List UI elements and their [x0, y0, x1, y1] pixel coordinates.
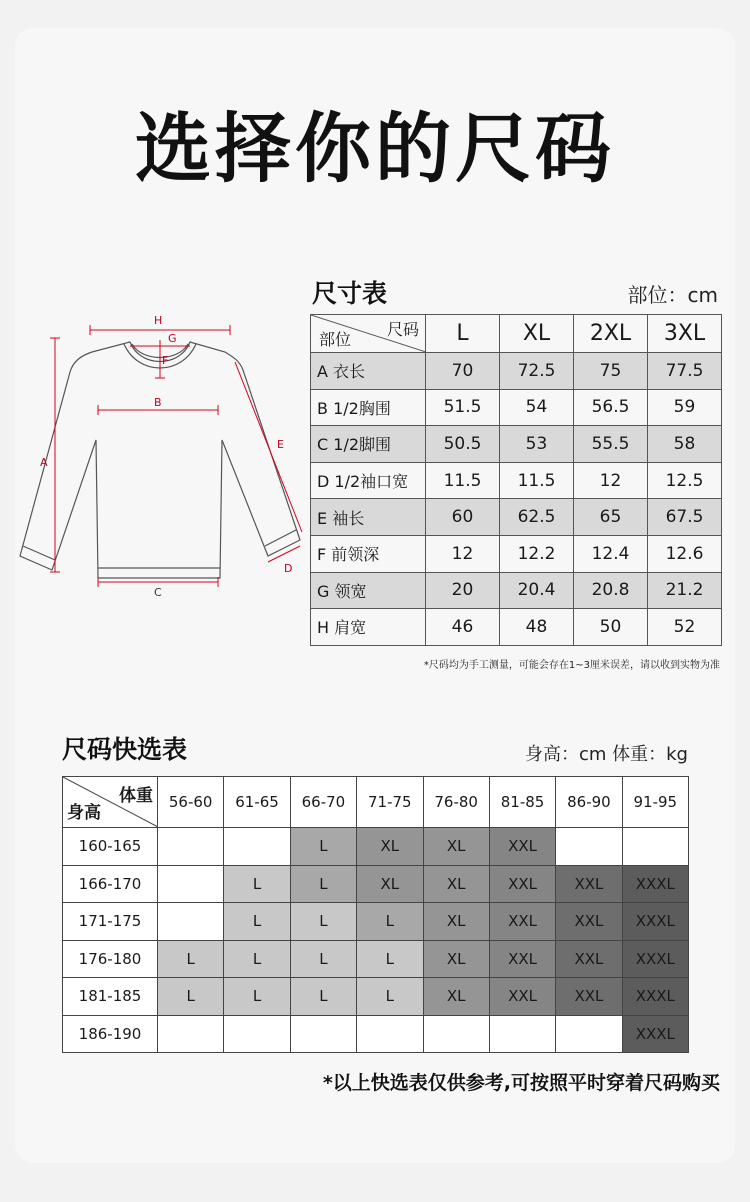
row-label: C 1/2脚围 — [311, 426, 426, 463]
size-recommendation-cell — [224, 1015, 290, 1053]
row-label: H 肩宽 — [311, 609, 426, 646]
size-recommendation-cell — [357, 1015, 423, 1053]
table-cell: 59 — [648, 389, 722, 426]
size-recommendation-cell: L — [224, 903, 290, 941]
measurement-note: *尺码均为手工测量，可能会存在1~3厘米误差，请以收到实物为准 — [423, 660, 720, 671]
size-recommendation-cell: XXXL — [622, 903, 688, 941]
table-cell: 51.5 — [426, 389, 500, 426]
size-recommendation-cell: XXXL — [622, 940, 688, 978]
size-recommendation-cell: XXL — [489, 903, 555, 941]
weight-header: 61-65 — [224, 777, 290, 828]
size-recommendation-cell: XXL — [556, 865, 622, 903]
table-cell: 21.2 — [648, 572, 722, 609]
corner-size-label: 尺码 — [386, 320, 419, 339]
size-chart-title: 尺寸表 — [312, 279, 388, 308]
table-cell: 12.6 — [648, 535, 722, 572]
table-cell: 72.5 — [500, 353, 574, 390]
size-recommendation-cell: XL — [423, 828, 489, 866]
size-recommendation-cell: L — [290, 940, 356, 978]
size-recommendation-cell: XL — [423, 978, 489, 1016]
table-cell: 20.8 — [574, 572, 648, 609]
table-cell: 67.5 — [648, 499, 722, 536]
height-label: 176-180 — [63, 940, 158, 978]
size-recommendation-cell — [158, 865, 224, 903]
size-recommendation-cell — [556, 828, 622, 866]
table-row — [311, 353, 722, 390]
size-recommendation-cell — [158, 1015, 224, 1053]
size-recommendation-cell: L — [290, 828, 356, 866]
quick-chart-title: 尺码快选表 — [62, 735, 188, 764]
height-label: 181-185 — [63, 978, 158, 1016]
size-recommendation-cell: XL — [423, 903, 489, 941]
quick-row — [63, 903, 689, 941]
table-cell: 53 — [500, 426, 574, 463]
size-recommendation-cell: XXL — [489, 940, 555, 978]
size-header: 2XL — [574, 315, 648, 353]
size-recommendation-cell: XL — [423, 940, 489, 978]
label-d: D — [284, 562, 293, 575]
quick-chart-table — [62, 776, 689, 1053]
quick-row — [63, 978, 689, 1016]
size-header: L — [426, 315, 500, 353]
height-label: 166-170 — [63, 865, 158, 903]
size-chart-table — [310, 314, 722, 646]
size-recommendation-cell: L — [158, 940, 224, 978]
table-cell: 56.5 — [574, 389, 648, 426]
table-cell: 12.4 — [574, 535, 648, 572]
quick-chart-unit: 身高：cm 体重：kg — [524, 744, 688, 765]
size-recommendation-cell: XXL — [556, 903, 622, 941]
size-recommendation-cell: L — [357, 940, 423, 978]
table-cell: 46 — [426, 609, 500, 646]
row-label: D 1/2袖口宽 — [311, 462, 426, 499]
height-label: 186-190 — [63, 1015, 158, 1053]
row-label: E 袖长 — [311, 499, 426, 536]
size-recommendation-cell — [489, 1015, 555, 1053]
size-header: 3XL — [648, 315, 722, 353]
table-row — [311, 499, 722, 536]
size-recommendation-cell: XL — [423, 865, 489, 903]
size-recommendation-cell: XXXL — [622, 1015, 688, 1053]
table-cell: 20 — [426, 572, 500, 609]
size-recommendation-cell: XXL — [489, 828, 555, 866]
table-cell: 50.5 — [426, 426, 500, 463]
corner-part-label: 部位 — [319, 330, 352, 349]
table-row — [311, 462, 722, 499]
weight-header: 66-70 — [290, 777, 356, 828]
size-recommendation-cell: XL — [357, 865, 423, 903]
table-cell: 50 — [574, 609, 648, 646]
page-title: 选择你的尺码 — [135, 104, 615, 193]
size-recommendation-cell: L — [290, 865, 356, 903]
table-cell: 12.5 — [648, 462, 722, 499]
table-cell: 11.5 — [500, 462, 574, 499]
size-recommendation-cell — [290, 1015, 356, 1053]
table-cell: 12 — [574, 462, 648, 499]
size-header: XL — [500, 315, 574, 353]
table-cell: 65 — [574, 499, 648, 536]
size-recommendation-cell: XXL — [489, 978, 555, 1016]
label-f: F — [162, 354, 169, 367]
size-recommendation-cell — [423, 1015, 489, 1053]
row-label: A 衣长 — [311, 353, 426, 390]
table-cell: 75 — [574, 353, 648, 390]
table-cell: 11.5 — [426, 462, 500, 499]
size-chart-unit: 部位：cm — [627, 283, 718, 307]
table-cell: 70 — [426, 353, 500, 390]
quick-chart-body — [63, 828, 689, 1053]
measure-line-e — [235, 362, 302, 532]
weight-header: 71-75 — [357, 777, 423, 828]
weight-header: 86-90 — [556, 777, 622, 828]
corner-height-label: 身高 — [67, 803, 101, 823]
size-recommendation-cell — [158, 828, 224, 866]
size-recommendation-cell: L — [224, 865, 290, 903]
label-c: C — [154, 586, 162, 599]
size-recommendation-cell: XXXL — [622, 978, 688, 1016]
size-recommendation-cell: L — [357, 978, 423, 1016]
corner-weight-label: 体重 — [119, 786, 153, 806]
table-cell: 12 — [426, 535, 500, 572]
size-recommendation-cell — [556, 1015, 622, 1053]
table-cell: 48 — [500, 609, 574, 646]
table-row — [311, 389, 722, 426]
height-label: 171-175 — [63, 903, 158, 941]
size-recommendation-cell — [158, 903, 224, 941]
table-row — [311, 426, 722, 463]
size-recommendation-cell: L — [224, 940, 290, 978]
label-a: A — [40, 456, 48, 469]
size-recommendation-cell — [224, 828, 290, 866]
table-cell: 60 — [426, 499, 500, 536]
size-recommendation-cell — [622, 828, 688, 866]
size-recommendation-cell: L — [158, 978, 224, 1016]
size-recommendation-cell: XXL — [556, 978, 622, 1016]
label-b: B — [154, 396, 162, 409]
table-cell: 20.4 — [500, 572, 574, 609]
table-cell: 52 — [648, 609, 722, 646]
table-cell: 77.5 — [648, 353, 722, 390]
size-chart-corner — [311, 315, 426, 353]
size-recommendation-cell: L — [290, 978, 356, 1016]
weight-header: 91-95 — [622, 777, 688, 828]
size-recommendation-cell: XXXL — [622, 865, 688, 903]
label-h: H — [154, 314, 163, 327]
row-label: F 前领深 — [311, 535, 426, 572]
table-cell: 58 — [648, 426, 722, 463]
quick-row — [63, 1015, 689, 1053]
table-cell: 55.5 — [574, 426, 648, 463]
table-cell: 62.5 — [500, 499, 574, 536]
size-recommendation-cell: L — [357, 903, 423, 941]
table-row — [311, 609, 722, 646]
label-g: G — [168, 332, 177, 345]
row-label: G 领宽 — [311, 572, 426, 609]
table-row — [311, 535, 722, 572]
size-recommendation-cell: L — [290, 903, 356, 941]
label-e: E — [277, 438, 284, 451]
table-cell: 12.2 — [500, 535, 574, 572]
weight-header: 56-60 — [158, 777, 224, 828]
weight-header: 76-80 — [423, 777, 489, 828]
size-recommendation-cell: XL — [357, 828, 423, 866]
height-label: 160-165 — [63, 828, 158, 866]
size-recommendation-cell: XXL — [556, 940, 622, 978]
quick-row — [63, 865, 689, 903]
quick-row — [63, 940, 689, 978]
size-recommendation-cell: L — [224, 978, 290, 1016]
row-label: B 1/2胸围 — [311, 389, 426, 426]
quick-chart-corner — [63, 777, 158, 828]
table-cell: 54 — [500, 389, 574, 426]
quick-row — [63, 828, 689, 866]
table-row — [311, 572, 722, 609]
garment-diagram — [0, 300, 310, 600]
weight-header: 81-85 — [489, 777, 555, 828]
size-recommendation-cell: XXL — [489, 865, 555, 903]
quick-chart-note: *以上快选表仅供参考,可按照平时穿着尺码购买 — [322, 1072, 720, 1094]
